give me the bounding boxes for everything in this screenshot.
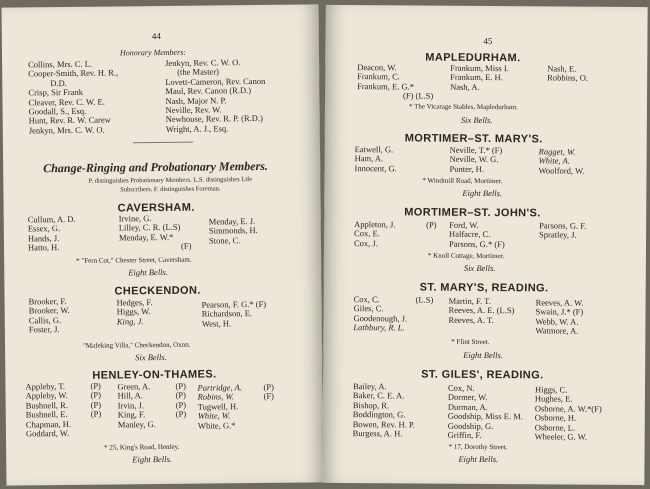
mapledurham-col-2: Frankum, Miss I. Frankum, E. H. Nash, A. bbox=[450, 62, 509, 92]
right-page bbox=[322, 5, 647, 485]
st-giles-heading: ST. GILES', READING. bbox=[421, 368, 544, 382]
st-marys-col-1-flags: (L.S) bbox=[415, 294, 434, 305]
checkendon-heading: CHECKENDON. bbox=[114, 284, 201, 298]
honorary-col-2: Jenkyn, Rev. C. W. O. (the Master) Lovett-Cameron, Rev. Canon Maul, Rev. Canon (R.D.) Nash, Major N. P. Neville, Rev. W. Newhouse, Rev. R. P. (R.D.) Wright, A. J., Esq. bbox=[165, 57, 266, 134]
henley-col-2-flags: (P) (P) (P) (P) bbox=[175, 380, 187, 420]
legend-line-2: Subscribers. F. distinguishes Foreman. bbox=[120, 185, 221, 194]
st-giles-bells: Eight Bells. bbox=[458, 453, 499, 465]
caversham-col-3: Menday, E. J. Simmonds, H. Stone, C. bbox=[208, 216, 258, 246]
mortimer-mary-col-2: Neville, T.* (F) Neville, W. G. Punter, H. bbox=[449, 144, 503, 174]
mapledurham-col-3: Nash, E. Robbins, O. bbox=[547, 63, 589, 84]
mortimer-mary-col-3: Ragget, W. White, A. Woolford, W. bbox=[538, 146, 585, 176]
henley-col-3-flags: (P) (F) bbox=[263, 381, 275, 402]
mortimer-john-heading: MORTIMER–ST. JOHN'S. bbox=[404, 206, 541, 220]
mortimer-mary-bells: Eight Bells. bbox=[462, 187, 503, 199]
mortimer-john-address: * Knoll Cottage, Mortimer. bbox=[427, 251, 505, 261]
checkendon-col-2: Hedges, F. Higgs, W. King, J. bbox=[116, 297, 153, 327]
checkendon-col-3: Pearson, F. G.* (F) Richardson, E. West, H. bbox=[201, 298, 267, 329]
st-marys-col-3: Reeves, A. W. Swain, J.* (F) Webb, W. A. Watmore, A. bbox=[535, 297, 584, 336]
henley-col-1-flags: (P) (P) (P) (P) bbox=[90, 380, 102, 419]
mapledurham-heading: MAPLEDURHAM. bbox=[425, 51, 521, 65]
mapledurham-bells: Six Bells. bbox=[460, 114, 493, 126]
mortimer-john-bells: Six Bells. bbox=[463, 262, 496, 274]
checkendon-address: "Mafeking Villa," Checkendon, Oxon. bbox=[83, 340, 191, 350]
st-giles-address: * 17, Dorothy Street. bbox=[448, 442, 508, 452]
st-marys-col-2: Martin, F. T. Reeves, A. E. (L.S) Reeves, A. T. bbox=[448, 295, 515, 325]
honorary-heading: Honorary Members: bbox=[119, 47, 187, 58]
caversham-bells: Eight Bells. bbox=[128, 266, 169, 278]
mortimer-john-col-2: Ford, W. Halfacre, C. Parsons, G.* (F) bbox=[448, 219, 505, 249]
caversham-address: * "Fern Cot," Chester Street, Caversham. bbox=[76, 255, 192, 265]
mortimer-mary-address: * Windmill Road, Mortimer. bbox=[422, 176, 503, 186]
st-giles-col-1: Bailey, A. Baker, C. E. A. Bishop, R. Boddington, G. Bowen, Rev. H. P. Burgess, A. H. bbox=[352, 381, 415, 439]
checkendon-bells: Six Bells. bbox=[135, 351, 167, 363]
st-marys-heading: ST. MARY'S, READING. bbox=[419, 281, 549, 295]
st-giles-col-2: Cox, N. Dormer, W. Durman, A. Goodship, Miss E. M. Goodship, G. Griffin, F. bbox=[447, 382, 523, 441]
caversham-heading: CAVERSHAM. bbox=[117, 201, 195, 215]
mortimer-john-col-1-flags: (P) bbox=[426, 219, 437, 230]
mortimer-mary-heading: MORTIMER–ST. MARY'S. bbox=[404, 132, 543, 146]
legend-line-1: P. distinguishes Probationary Members. L.S. distinguishes Life bbox=[88, 176, 253, 185]
mortimer-mary-col-1: Eatwell, G. Ham, A. Innocent, G. bbox=[354, 144, 397, 174]
henley-bells: Eight Bells. bbox=[132, 453, 172, 465]
honorary-col-1: Collins, Mrs. C. L. Cooper-Smith, Rev. H. R., D.D. Crisp, Sir Frank Cleaver, Rev. C. W. E. Goodall, S., Esq. Hunt, Rev. R. W. Carew Jenkyn, Mrs. C. W. O. bbox=[28, 58, 119, 136]
mortimer-john-col-3: Parsons, G. F. Spratley, J. bbox=[539, 220, 587, 241]
henley-col-1: Appleby, T. Appleby, W. Bushnell, R. Bushnell, E. Chapman, H. Goddard, W. bbox=[25, 381, 72, 439]
st-marys-col-1: Cox, C. Giles, C. Goodenough, J. Lathbury, R. L. bbox=[353, 294, 408, 333]
mapledurham-col-1: Deacon, W. Frankum, C. Frankum, E. G.* (F) (L.S) bbox=[357, 62, 434, 101]
checkendon-col-1: Brooker, F. Brooker, W. Callis, G. Foster, J. bbox=[28, 296, 70, 335]
divider bbox=[133, 142, 193, 144]
page-number: 44 bbox=[151, 31, 161, 42]
mapledurham-address: * The Vicarage Stables, Mapledurham. bbox=[408, 102, 518, 112]
caversham-col-2: Irvine, G. Lilley, C. R. (L.S) Menday, E. W.* (F) bbox=[118, 213, 192, 252]
change-ringing-heading: Change-Ringing and Probationary Members. bbox=[43, 158, 268, 176]
page-number: 45 bbox=[483, 35, 493, 47]
st-marys-bells: Eight Bells. bbox=[463, 349, 503, 361]
henley-col-2: Green, A. Hill, A. Irvin, J. King, F. Manley, G. bbox=[117, 381, 156, 430]
st-marys-address: * Flint Street. bbox=[451, 337, 490, 347]
left-page bbox=[2, 4, 324, 485]
henley-address: * 25, King's Road, Henley. bbox=[104, 442, 180, 452]
henley-heading: HENLEY-ON-THAMES. bbox=[92, 368, 217, 382]
caversham-col-1: Cullum, A. D. Essex, G. Hands, J. Hatto, H. bbox=[27, 213, 76, 253]
mortimer-john-col-1: Appleton, J. Cox, E. Cox, J. bbox=[353, 219, 396, 249]
st-giles-col-3: Higgs, C. Hughes, E. Osborne, A. W.*(F) Osborne, H. Osborne, L. Wheeler, G. W. bbox=[534, 384, 602, 442]
henley-col-3: Partridge, A. Robins, W. Tugwell, H. White, W. White, G.* bbox=[197, 382, 243, 431]
